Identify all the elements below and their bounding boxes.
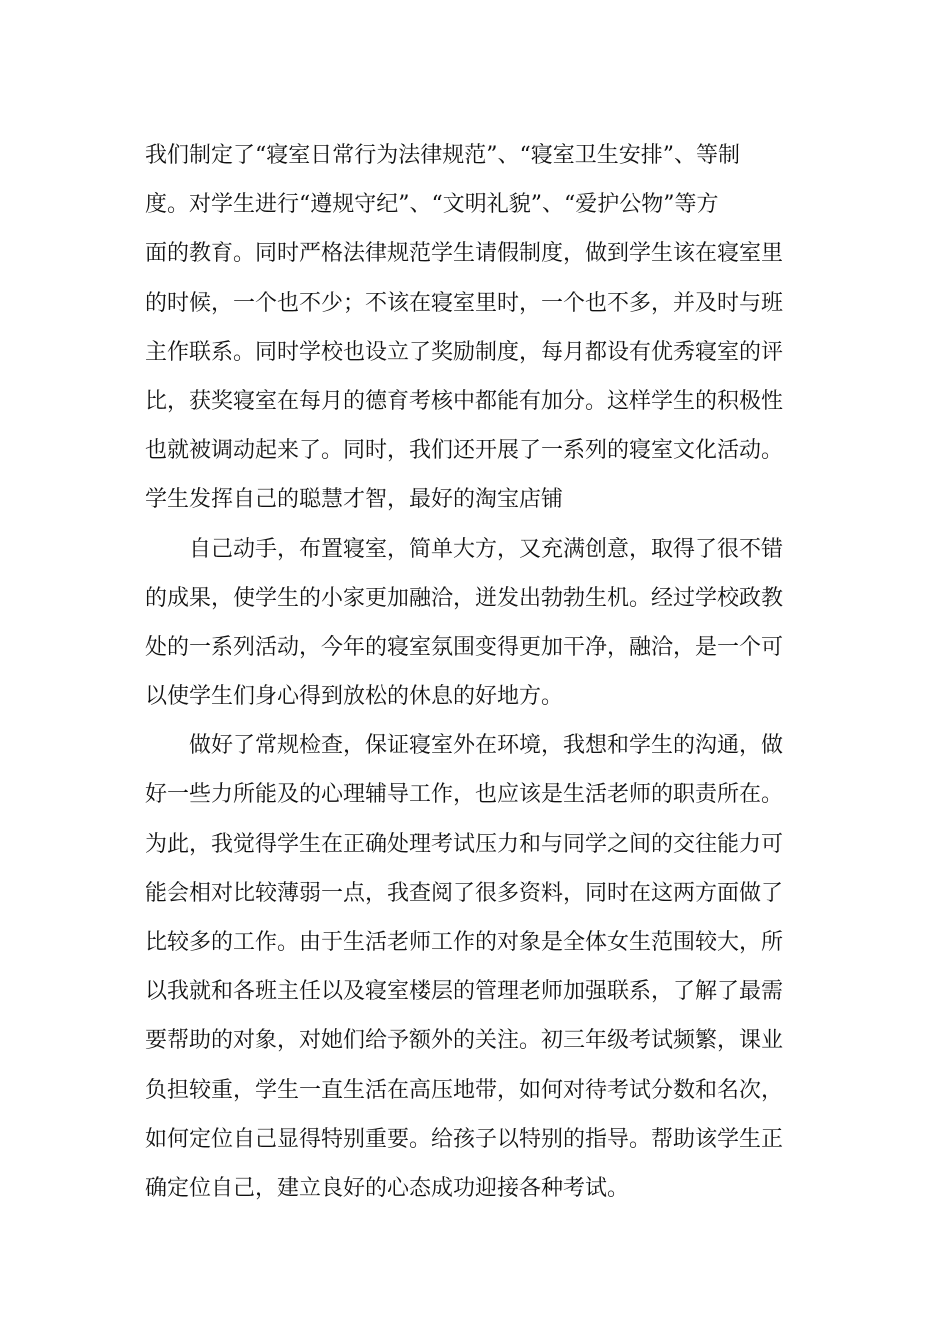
text-line: 为此，我觉得学生在正确处理考试压力和与同学之间的交往能力可 [145, 831, 784, 857]
text-line: 好一些力所能及的心理辅导工作，也应该是生活老师的职责所在。 [145, 782, 784, 808]
paragraph [145, 525, 807, 722]
text-line: 负担较重，学生一直生活在高压地带，如何对待考试分数和名次， [145, 1077, 784, 1103]
text-line: 我们制定了“寝室日常行为法律规范”、“寝室卫生安排”、等制 [145, 143, 740, 168]
paragraph [145, 721, 807, 1213]
text-line: 做好了常规检查，保证寝室外在环境，我想和学生的沟通，做 [189, 733, 784, 759]
text-line: 比，获奖寝室在每月的德育考核中都能有加分。这样学生的积极性 [145, 388, 784, 414]
text-line: 自己动手，布置寝室，简单大方，又充满创意，取得了很不错 [189, 536, 784, 562]
document-body [145, 131, 807, 1213]
text-line: 确定位自己，建立良好的心态成功迎接各种考试。 [145, 1175, 630, 1201]
text-line: 以使学生们身心得到放松的休息的好地方。 [145, 684, 564, 710]
text-line: 要帮助的对象，对她们给予额外的关注。初三年级考试频繁，课业 [145, 1028, 784, 1054]
text-line: 学生发挥自己的聪慧才智，最好的淘宝店铺 [145, 487, 564, 513]
text-line: 度。对学生进行“遵规守纪”、“文明礼貌”、“爱护公物”等方 [145, 192, 719, 218]
text-line: 以我就和各班主任以及寝室楼层的管理老师加强联系，了解了最需 [145, 979, 784, 1005]
text-line: 比较多的工作。由于生活老师工作的对象是全体女生范围较大，所 [145, 930, 784, 955]
text-line: 的时候，一个也不少；不该在寝室里时，一个也不多，并及时与班 [145, 290, 784, 316]
text-line: 如何定位自己显得特别重要。给孩子以特别的指导。帮助该学生正 [145, 1126, 784, 1152]
text-line: 主作联系。同时学校也设立了奖励制度，每月都设有优秀寝室的评 [145, 339, 784, 365]
paragraph [145, 131, 807, 525]
text-line: 的成果，使学生的小家更加融洽，迸发出勃勃生机。经过学校政教 [145, 585, 784, 611]
text-line: 处的一系列活动，今年的寝室氛围变得更加干净，融洽，是一个可 [145, 634, 784, 660]
text-line: 能会相对比较薄弱一点，我查阅了很多资料，同时在这两方面做了 [145, 880, 784, 906]
text-line: 也就被调动起来了。同时，我们还开展了一系列的寝室文化活动。 [145, 438, 784, 464]
text-line: 面的教育。同时严格法律规范学生请假制度，做到学生该在寝室里 [145, 241, 784, 267]
